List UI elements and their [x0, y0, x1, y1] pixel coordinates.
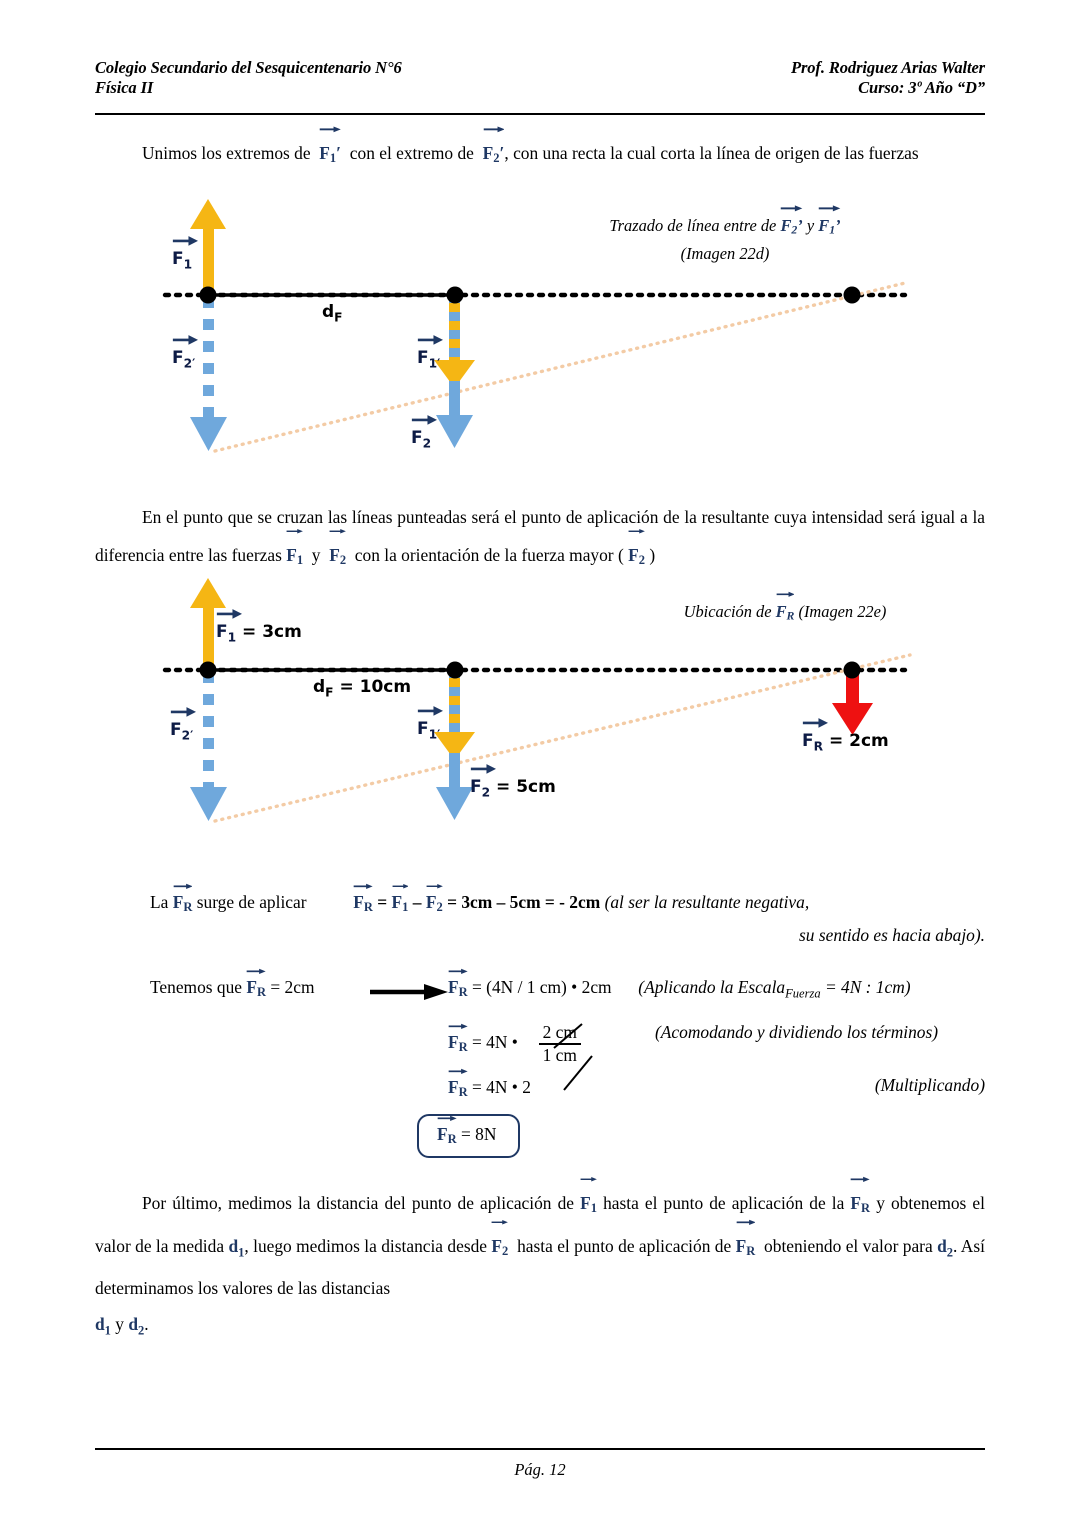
vector-arrow-icon [470, 762, 496, 775]
vector-arrow-icon [216, 607, 242, 620]
figure2-label-fr [802, 731, 889, 753]
footer-page-number: Pág. 12 [514, 1460, 566, 1479]
point-resultant-application [844, 662, 861, 679]
eq1-equals: = [377, 892, 388, 912]
footer-divider [95, 1448, 985, 1450]
vector-arrow-icon [736, 1218, 756, 1226]
arrow-f2prime-down-dashed [190, 672, 227, 821]
equation-line-4 [448, 1075, 531, 1100]
p1-text-b: con el extremo de [349, 143, 474, 163]
label-value: = 5cm [490, 777, 556, 797]
vector-f1: $F_1$ [286, 535, 303, 578]
caption-vector-f2-prime: $F_2$’ [780, 212, 802, 242]
eq1-lead2: surge de aplicar [196, 892, 307, 912]
equation-line-3-note [655, 1022, 938, 1043]
eq1-result: = 3cm – 5cm = - 2cm [447, 892, 601, 912]
label-value: = 2cm [823, 731, 889, 751]
vector-arrow-icon [448, 1022, 468, 1030]
vector-f2-prime: $F_2'$ [483, 133, 505, 176]
figure2-label-f2 [470, 777, 556, 799]
p4-text-f: obteniendo el valor para [764, 1235, 933, 1256]
arrow-fr-down-red [832, 670, 873, 735]
boxed-result-fr [417, 1114, 520, 1158]
eq2-note [638, 977, 911, 1001]
p2-text-b: y [311, 545, 321, 565]
label-value: = 3cm [236, 622, 302, 642]
label-text: F [411, 428, 423, 448]
figure2-caption [630, 598, 940, 628]
label-sub: 2′ [181, 728, 194, 743]
eq5-expression: = 8N [461, 1124, 497, 1144]
caption-image-number: (Imagen 22e) [798, 602, 887, 621]
vector-f2-p4: $F_2$ [491, 1226, 508, 1269]
label-sub: R [813, 739, 824, 754]
vector-arrow-icon [802, 716, 828, 729]
label-sub: 2′ [183, 356, 196, 371]
label-text: F [170, 720, 182, 740]
label-sub: 1 [183, 257, 193, 272]
label-text: d [322, 302, 335, 322]
header-subject: Física II [95, 78, 154, 97]
label-sub: F [334, 310, 343, 325]
eq2-value: = 2cm [270, 977, 315, 997]
equation-line-1-note2 [799, 925, 985, 946]
label-sub: 2 [422, 436, 432, 451]
vector-f1-prime: $F_1'$ [319, 133, 341, 176]
eq1-minus: – [412, 892, 422, 912]
eq2-note-tail: = 4N : 1cm) [820, 977, 911, 997]
caption-vector-f1-prime: $F_1$’ [818, 212, 840, 242]
eq1-note: (al ser la resultante negativa, [604, 892, 810, 912]
p4-text-c: y obtenemos el valor de la medida [95, 1193, 985, 1256]
eq1-lead: La [150, 892, 169, 912]
label-sub: 2 [481, 785, 491, 800]
label-text: F [216, 622, 228, 642]
label-text: F [417, 348, 429, 368]
eq4-expression: = 4N • 2 [472, 1077, 531, 1097]
vector-fr-line3: $F_R$ [448, 1030, 468, 1055]
p4-text-d: , luego medimos la distancia desde [244, 1235, 488, 1256]
vector-arrow-icon [437, 1114, 457, 1122]
symbol-d2-b: $d_2$ [128, 1314, 145, 1338]
vector-f1-eq: $F_1$ [392, 890, 409, 915]
vector-arrow-icon [170, 705, 196, 718]
vector-f2-mayor: $F_2$ [628, 535, 645, 578]
fraction-denominator: 1 cm [539, 1043, 581, 1066]
label-sub: 1′ [428, 356, 441, 371]
figure2-label-f1 [216, 622, 302, 644]
vector-fr-line4: $F_R$ [448, 1075, 468, 1100]
vector-f1-p4: $F_1$ [580, 1183, 597, 1226]
p4-text-a: Por último, medimos la distancia del punto de aplicación de [142, 1193, 574, 1213]
vector-fr-line2: $F_R$ [246, 975, 266, 1000]
label-text: F [172, 249, 184, 269]
vector-arrow-icon [491, 1218, 508, 1226]
eq2-lead: Tenemos que [150, 977, 242, 997]
p4-text-h: y [115, 1314, 124, 1335]
caption-text-a: Trazado de línea entre de [609, 216, 777, 235]
label-text: F [417, 719, 429, 739]
vector-fr-result: $F_R$ [437, 1122, 457, 1147]
label-value: = 10cm [333, 677, 412, 697]
label-text: F [802, 731, 814, 751]
label-sub: 1 [227, 630, 237, 645]
label-sub: F [325, 685, 334, 700]
eq3-note: (Acomodando y dividiendo los términos) [655, 1022, 939, 1042]
header-professor-name: Prof. Rodriguez Arias Walter [790, 58, 985, 77]
vector-arrow-icon [417, 704, 443, 717]
symbol-d1-a: $d_1$ [228, 1235, 245, 1260]
arrow-f2-down [436, 753, 473, 820]
caption-image-number: (Imagen 22d) [680, 243, 770, 263]
eq2-note-sub: Fuerza [785, 986, 821, 1001]
cancel-slash-icon [540, 1016, 610, 1098]
fraction-numerator: 2 cm [542, 1022, 577, 1042]
header-school-name: Colegio Secundario del Sesquicentenario N°6 [95, 58, 402, 77]
vector-f2: $F_2$ [329, 535, 346, 578]
point-f2-origin [447, 662, 464, 679]
p4-text-g: . Así determinamos los valores de las distancias [95, 1235, 985, 1299]
vector-fr-eq: $F_R$ [353, 890, 373, 915]
caption-text-a: Ubicación de [683, 602, 772, 621]
label-sub: 1′ [428, 727, 441, 742]
symbol-d1-b: $d_1$ [95, 1314, 111, 1338]
symbol-d2-a: $d_2$ [937, 1235, 954, 1260]
label-text: d [313, 677, 326, 697]
equation-line-2-right [448, 975, 911, 1001]
p2-text-a: En el punto que se cruzan las líneas punteadas será el punto de aplicación de la resultante cuya intensidad será igual a la diferencia entre las fuerzas [95, 507, 985, 565]
figure2-label-f2-prime [170, 720, 193, 742]
vector-f2-eq: $F_2$ [426, 890, 443, 915]
implies-arrow-icon [370, 983, 448, 1001]
paragraph-por-ultimo [95, 1183, 985, 1349]
p4-text-b: hasta el punto de aplicación de la [603, 1193, 845, 1213]
p2-text-d: ) [649, 545, 656, 565]
equation-line-4-note [875, 1075, 985, 1096]
equation-line-1 [150, 890, 809, 915]
label-text: F [172, 348, 184, 368]
vector-fr-line2b: $F_R$ [448, 975, 468, 1000]
eq2-note-a: (Aplicando la Escala [638, 977, 786, 997]
p1-text-c: , con una recta la cual corta la línea de origen de las fuerzas [504, 143, 919, 163]
equation-line-2 [150, 975, 315, 1000]
point-f1-origin [200, 662, 217, 679]
label-text: F [470, 777, 482, 797]
eq3-expression: = 4N • [472, 1032, 518, 1052]
figure2-label-f1-prime [417, 719, 440, 741]
caption-text-b: y [806, 216, 815, 235]
eq1-note2: su sentido es hacia abajo). [799, 925, 985, 945]
p4-text-i: . [144, 1314, 149, 1335]
p4-text-e: hasta el punto de aplicación de [517, 1235, 732, 1256]
figure2-label-df [313, 677, 411, 699]
vector-fr: $F_R$ [173, 890, 193, 915]
vector-fr-p4: $F_R$ [850, 1183, 870, 1226]
caption-vector-fr: $F_R$ [776, 598, 795, 628]
header-course: Curso: 3º Año “D” [858, 78, 985, 97]
eq2-expression: = (4N / 1 cm) • 2cm [472, 977, 612, 997]
p2-text-c: con la orientación de la fuerza mayor ( [354, 545, 624, 565]
p1-text-a: Unimos los extremos de [142, 143, 311, 163]
eq4-note: (Multiplicando) [874, 1075, 985, 1095]
vector-fr-p4b: $F_R$ [736, 1226, 756, 1269]
